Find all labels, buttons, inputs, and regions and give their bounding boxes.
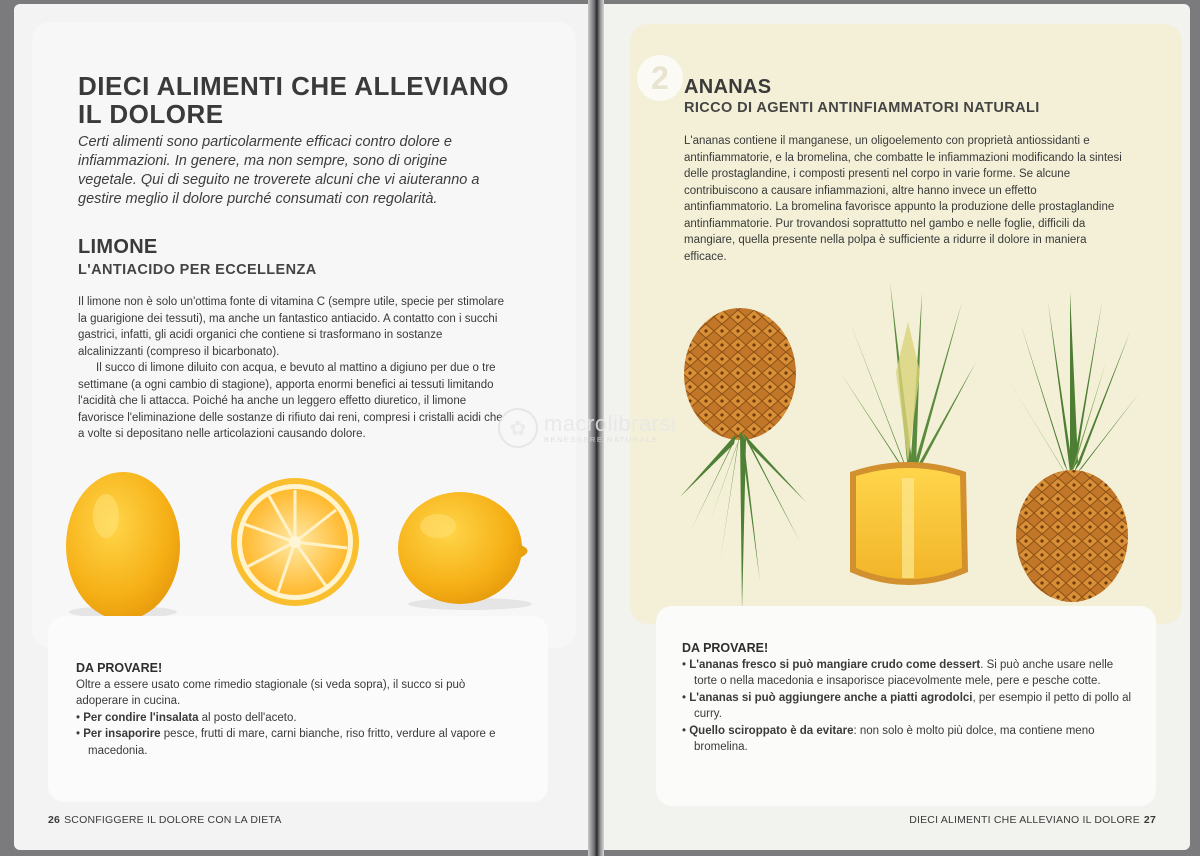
page-number-right: 27	[1143, 814, 1156, 826]
pineapple-upside-down	[680, 308, 806, 612]
bullet-bold: Quello sciroppato è da evitare	[689, 724, 854, 737]
running-head-right: DIECI ALIMENTI CHE ALLEVIANO IL DOLORE	[909, 814, 1140, 826]
whole-lemon-right	[398, 492, 532, 610]
section-number-badge: 2	[637, 55, 683, 101]
lemons-photo	[40, 466, 568, 616]
bullet-text: pesce, frutti di mare, carni bianche, riso fritto, verdure al vapore e macedonia.	[88, 728, 496, 757]
bullet-bold: L'ananas si può aggiungere anche a piatti agrodolci	[689, 691, 973, 704]
pineapple-halved	[840, 282, 976, 585]
page-number-left: 26	[48, 814, 61, 826]
limone-paragraph-1: Il limone non è solo un'ottima fonte di vitamina C (sempre utile, specie per stimolare la guarigione dei tessuti), ma anche un fantastico antiacido. A contatto con i succhi gastrici, infatti, gli acidi organici che contiene si trasformano in sostanze alcalinizzanti (compreso il bicarbonato).	[78, 296, 504, 358]
pineapple-whole	[1010, 292, 1140, 602]
section-subtitle-limone: L'ANTIACIDO PER ECCELLENZA	[78, 262, 317, 278]
right-footer	[909, 814, 1156, 826]
watermark-name: macrolibrarsi	[544, 410, 677, 436]
try-box-right-bullet: • Quello sciroppato è da evitare: non solo è molto più dolce, ma contiene meno bromelina.	[682, 724, 1095, 753]
limone-body	[78, 294, 506, 443]
pineapples-photo	[650, 282, 1170, 612]
bullet-bold: Per condire l'insalata	[83, 711, 199, 724]
section-title-limone: LIMONE	[78, 236, 158, 258]
ananas-paragraph: L'ananas contiene il manganese, un oligoelemento con proprietà antiossidanti e antinfiammatorie, e la bromelina, che combatte le infiammazioni modificando la sintesi delle prostaglandine, i composti presenti nel corpo in varie forme. Se alcune contribuiscono a causare infiammazioni, altre hanno invece un effetto antinfiammatorio. La bromelina favorisce appunto la produzione delle prostaglandine antinfiammatorie. Pur trovandosi soprattutto nel gambo e nelle foglie, difficili da mangiare, quella presente nella polpa è sufficiente a ridurre il dolore in maniera efficace.	[684, 135, 1122, 263]
try-box-right-title: DA PROVARE!	[682, 641, 769, 655]
bullet-text: al posto dell'aceto.	[198, 711, 297, 724]
watermark-text	[544, 410, 677, 444]
try-box-right-bullet: • L'ananas fresco si può mangiare crudo come dessert. Si può anche usare nelle torte o nella macedonia e insaporisce piacevolmente mele, pere e pesche cotte.	[682, 658, 1114, 687]
try-box-right-bullet: • L'ananas si può aggiungere anche a piatti agrodolci, per esempio il petto di pollo al curry.	[682, 691, 1132, 720]
halved-lemon	[231, 478, 359, 606]
bullet-text: : non solo è molto più dolce, ma contiene meno bromelina.	[694, 724, 1095, 753]
whole-lemon-left	[66, 472, 180, 616]
bullet-text: , per esempio il petto di pollo al curry.	[694, 691, 1132, 720]
try-box-left-title: DA PROVARE!	[76, 661, 163, 675]
bullet-bold: Per insaporire	[83, 728, 161, 740]
try-box-left-intro: Oltre a essere usato come rimedio stagionale (si veda sopra), il succo si può adoperare in cucina.	[76, 678, 466, 707]
try-box-right-content	[682, 640, 1134, 756]
intro-text: Certi alimenti sono particolarmente efficaci contro dolore e infiammazioni. In genere, ma non sempre, sono di origine vegetale. Qui di seguito ne troverete alcuni che vi aiuteranno a gestire meglio il dolore purché consumati con regolarità.	[78, 134, 480, 207]
section-title-ananas: ANANAS	[684, 76, 772, 98]
watermark	[498, 408, 676, 448]
try-box-left-content	[76, 660, 520, 759]
section-subtitle-ananas: RICCO DI AGENTI ANTINFIAMMATORI NATURALI	[684, 100, 1040, 116]
bullet-text: . Si può anche usare nelle torte o nella macedonia e insaporisce piacevolmente mele, pere e pesche cotte.	[694, 658, 1114, 687]
try-box-left-bullet: • Per condire l'insalata al posto dell'aceto.	[76, 711, 297, 724]
page-title: DIECI ALIMENTI CHE ALLEVIANO IL DOLORE	[78, 71, 509, 129]
ananas-body	[684, 133, 1124, 265]
running-head-left: SCONFIGGERE IL DOLORE CON LA DIETA	[64, 814, 282, 826]
limone-paragraph-2: Il succo di limone diluito con acqua, e bevuto al mattino a digiuno per due o tre settimane (a ogni cambio di stagione), apporta enormi benefici ai tessuti limitando l'acidità che li attacca. Poiché ha anche un leggero effetto diuretico, il limone favorisce l'eliminazione delle sostanze di rifiuto dai reni, compresi i cristalli acidi che a volte si depositano nelle articolazioni causando dolore.	[78, 362, 503, 440]
left-footer	[48, 814, 282, 826]
bullet-bold: L'ananas fresco si può mangiare crudo come dessert	[689, 658, 981, 671]
watermark-logo-icon: ✿	[498, 408, 538, 448]
try-box-left-bullet: • Per insaporire pesce, frutti di mare, carni bianche, riso fritto, verdure al vapore e macedonia.	[76, 728, 496, 757]
watermark-tagline: BENESSERE NATURALE	[544, 434, 659, 444]
